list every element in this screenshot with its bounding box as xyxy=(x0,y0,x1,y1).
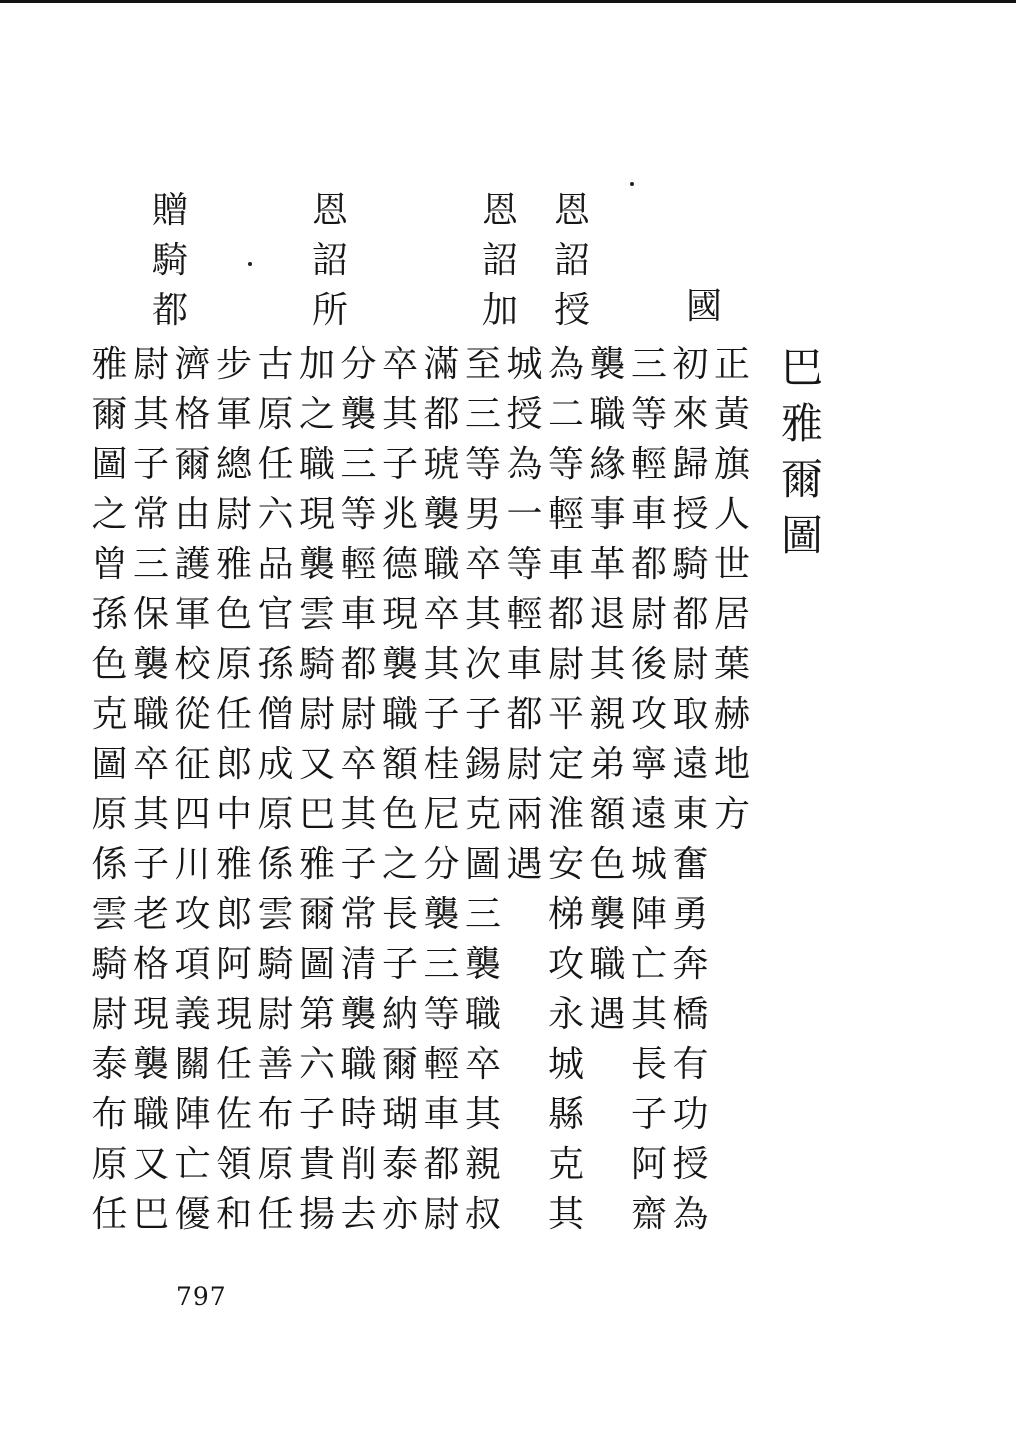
text-char: 功 xyxy=(672,1094,709,1135)
text-char: 車 xyxy=(630,494,667,535)
text-char: 時 xyxy=(340,1094,377,1135)
text-char: 項 xyxy=(174,944,211,985)
text-char: 其 xyxy=(340,794,377,835)
text-char: 襲 xyxy=(589,894,626,935)
text-char: 淮 xyxy=(547,794,584,835)
text-char: 尉 xyxy=(215,494,252,535)
text-char: 退 xyxy=(589,594,626,635)
text-char: 其 xyxy=(381,394,418,435)
text-char: 人 xyxy=(713,494,750,535)
text-char: 尉 xyxy=(257,994,294,1035)
text-char: 尉 xyxy=(630,594,667,635)
text-char: 陣 xyxy=(174,1094,211,1135)
text-char: 至 xyxy=(464,344,501,385)
text-char: 阿 xyxy=(215,944,252,985)
text-char: 地 xyxy=(713,744,750,785)
text-char: 貴 xyxy=(298,1144,335,1185)
text-char: 現 xyxy=(215,994,252,1035)
text-char: 雲 xyxy=(298,594,335,635)
text-char: 色 xyxy=(589,844,626,885)
text-char: 弟 xyxy=(589,744,626,785)
text-char: 第 xyxy=(298,994,335,1035)
text-char: 額 xyxy=(381,744,418,785)
text-char: 卒 xyxy=(464,544,501,585)
text-char: 襲 xyxy=(464,944,501,985)
text-char: 長 xyxy=(381,894,418,935)
text-char: 都 xyxy=(423,1144,460,1185)
text-char: 來 xyxy=(672,394,709,435)
text-char: 六 xyxy=(257,494,294,535)
text-char: 尉 xyxy=(340,694,377,735)
text-char: 卒 xyxy=(423,594,460,635)
text-char: 襲 xyxy=(298,544,335,585)
text-char: 遠 xyxy=(672,744,709,785)
text-char: 其 xyxy=(423,644,460,685)
header-fragment xyxy=(302,186,358,336)
text-char: 都 xyxy=(506,694,543,735)
text-char: 巴 xyxy=(132,1194,169,1235)
text-char: 老 xyxy=(132,894,169,935)
text-char: 雅 xyxy=(91,344,128,385)
text-char: 滿 xyxy=(423,344,460,385)
text-char: 都 xyxy=(340,644,377,685)
text-char: 古 xyxy=(257,344,294,385)
text-char: 之 xyxy=(298,394,335,435)
text-char: 一 xyxy=(506,494,543,535)
text-char: 都 xyxy=(423,394,460,435)
text-char: 雅 xyxy=(215,544,252,585)
text-char: 男 xyxy=(464,494,501,535)
header-char: 贈 xyxy=(151,190,188,231)
text-char: 城 xyxy=(506,344,543,385)
text-char: 任 xyxy=(91,1194,128,1235)
text-char: 子 xyxy=(630,1094,667,1135)
text-char: 曾 xyxy=(91,544,128,585)
text-char: 克 xyxy=(547,1144,584,1185)
text-char: 其 xyxy=(132,394,169,435)
text-char: 職 xyxy=(132,694,169,735)
text-char: 葉 xyxy=(713,644,750,685)
text-char: 阿 xyxy=(630,1144,667,1185)
text-char: 親 xyxy=(589,694,626,735)
text-char: 雲 xyxy=(257,894,294,935)
text-char: 現 xyxy=(132,994,169,1035)
text-char: 兩 xyxy=(506,794,543,835)
text-char: 輕 xyxy=(340,544,377,585)
text-char: 為 xyxy=(547,344,584,385)
text-char: 為 xyxy=(672,1194,709,1235)
text-char: 緣 xyxy=(589,444,626,485)
text-char: 校 xyxy=(174,644,211,685)
text-char: 事 xyxy=(589,494,626,535)
text-char: 任 xyxy=(215,694,252,735)
text-char: 係 xyxy=(91,844,128,885)
text-char: 孫 xyxy=(257,644,294,685)
text-char: 尼 xyxy=(423,794,460,835)
text-char: 子 xyxy=(340,844,377,885)
text-char: 軍 xyxy=(174,594,211,635)
text-char: 去 xyxy=(340,1194,377,1235)
text-char: 克 xyxy=(91,694,128,735)
text-char: 之 xyxy=(91,494,128,535)
header-char: 都 xyxy=(151,290,188,331)
text-char: 常 xyxy=(132,494,169,535)
text-char: 現 xyxy=(381,594,418,635)
text-char: 川 xyxy=(174,844,211,885)
text-char: 旗 xyxy=(713,444,750,485)
text-char: 車 xyxy=(340,594,377,635)
text-char: 親 xyxy=(464,1144,501,1185)
text-char: 卒 xyxy=(340,744,377,785)
text-char: 原 xyxy=(257,1144,294,1185)
text-char: 齋 xyxy=(630,1194,667,1235)
text-char: 錫 xyxy=(464,744,501,785)
text-char: 原 xyxy=(257,794,294,835)
text-char: 四 xyxy=(174,794,211,835)
text-char: 清 xyxy=(340,944,377,985)
text-char: 色 xyxy=(215,594,252,635)
text-char: 中 xyxy=(215,794,252,835)
page-number: 797 xyxy=(176,1282,227,1311)
text-char: 革 xyxy=(589,544,626,585)
text-char: 城 xyxy=(630,844,667,885)
text-char: 亦 xyxy=(381,1194,418,1235)
text-char: 克 xyxy=(464,794,501,835)
text-char: 圖 xyxy=(464,844,501,885)
header-char: 恩 xyxy=(481,190,518,231)
text-char: 襲 xyxy=(132,1044,169,1085)
text-char: 子 xyxy=(132,444,169,485)
speck xyxy=(630,182,634,186)
text-char: 係 xyxy=(257,844,294,885)
text-char: 官 xyxy=(257,594,294,635)
text-char: 總 xyxy=(215,444,252,485)
text-char: 車 xyxy=(506,644,543,685)
header-char: 所 xyxy=(311,290,348,331)
text-char: 現 xyxy=(298,494,335,535)
text-char: 關 xyxy=(174,1044,211,1085)
text-char: 圖 xyxy=(298,944,335,985)
text-char: 兆 xyxy=(381,494,418,535)
text-char: 琥 xyxy=(423,444,460,485)
text-char: 授 xyxy=(506,394,543,435)
text-char: 取 xyxy=(672,694,709,735)
text-char: 歸 xyxy=(672,444,709,485)
text-char: 雅 xyxy=(215,844,252,885)
header-fragment xyxy=(472,186,528,336)
text-char: 子 xyxy=(464,694,501,735)
text-char: 步 xyxy=(215,344,252,385)
text-char: 削 xyxy=(340,1144,377,1185)
text-char: 濟 xyxy=(174,344,211,385)
text-char: 其 xyxy=(630,994,667,1035)
text-char: 都 xyxy=(630,544,667,585)
text-char: 任 xyxy=(215,1044,252,1085)
text-char: 常 xyxy=(340,894,377,935)
text-char: 爾 xyxy=(298,894,335,935)
text-char: 孫 xyxy=(91,594,128,635)
text-char: 騎 xyxy=(91,944,128,985)
text-char: 東 xyxy=(672,794,709,835)
text-char: 職 xyxy=(381,694,418,735)
text-char: 職 xyxy=(132,1094,169,1135)
text-char: 保 xyxy=(132,594,169,635)
text-char: 六 xyxy=(298,1044,335,1085)
text-char: 有 xyxy=(672,1044,709,1085)
text-char: 都 xyxy=(547,594,584,635)
header-fragment xyxy=(676,282,732,332)
text-char: 等 xyxy=(464,444,501,485)
text-char: 騎 xyxy=(298,644,335,685)
text-char: 攻 xyxy=(174,894,211,935)
text-char: 卒 xyxy=(464,1044,501,1085)
text-char: 亡 xyxy=(630,944,667,985)
text-char: 襲 xyxy=(423,894,460,935)
text-char: 職 xyxy=(464,994,501,1035)
text-char: 加 xyxy=(298,344,335,385)
text-char: 縣 xyxy=(547,1094,584,1135)
text-char: 又 xyxy=(132,1144,169,1185)
text-char: 額 xyxy=(589,794,626,835)
text-char: 襲 xyxy=(132,644,169,685)
header-char: 詔 xyxy=(311,240,348,281)
text-char: 僧 xyxy=(257,694,294,735)
text-char: 子 xyxy=(381,944,418,985)
text-char: 後 xyxy=(630,644,667,685)
text-char: 優 xyxy=(174,1194,211,1235)
title-char: 圖 xyxy=(780,511,823,560)
text-char: 善 xyxy=(257,1044,294,1085)
text-char: 色 xyxy=(381,794,418,835)
text-char: 襲 xyxy=(381,644,418,685)
text-char: 三 xyxy=(132,544,169,585)
text-char: 安 xyxy=(547,844,584,885)
text-char: 護 xyxy=(174,544,211,585)
text-char: 三 xyxy=(630,344,667,385)
text-char: 職 xyxy=(340,1044,377,1085)
text-char: 職 xyxy=(423,544,460,585)
text-char: 二 xyxy=(547,394,584,435)
text-char: 泰 xyxy=(381,1144,418,1185)
text-char: 三 xyxy=(464,894,501,935)
text-char: 和 xyxy=(215,1194,252,1235)
document-title xyxy=(772,340,832,564)
text-char: 色 xyxy=(91,644,128,685)
text-char: 子 xyxy=(132,844,169,885)
header-char: 國 xyxy=(685,286,722,327)
text-char: 職 xyxy=(298,444,335,485)
text-char: 城 xyxy=(547,1044,584,1085)
text-char: 子 xyxy=(298,1094,335,1135)
text-char: 職 xyxy=(589,394,626,435)
title-char: 雅 xyxy=(780,399,823,448)
text-char: 襲 xyxy=(340,394,377,435)
text-char: 等 xyxy=(630,394,667,435)
text-char: 泰 xyxy=(91,1044,128,1085)
text-char: 其 xyxy=(464,1094,501,1135)
text-char: 輕 xyxy=(630,444,667,485)
text-char: 騎 xyxy=(672,544,709,585)
text-char: 布 xyxy=(91,1094,128,1135)
text-char: 領 xyxy=(215,1144,252,1185)
text-char: 雲 xyxy=(91,894,128,935)
text-char: 分 xyxy=(423,844,460,885)
text-char: 黃 xyxy=(713,394,750,435)
header-char: 騎 xyxy=(151,240,188,281)
text-char: 等 xyxy=(423,994,460,1035)
header-char: 恩 xyxy=(311,190,348,231)
text-char: 郎 xyxy=(215,894,252,935)
text-char: 攻 xyxy=(630,694,667,735)
text-char: 尉 xyxy=(506,744,543,785)
text-char: 寧 xyxy=(630,744,667,785)
text-char: 正 xyxy=(713,344,750,385)
text-char: 郎 xyxy=(215,744,252,785)
text-char: 襲 xyxy=(423,494,460,535)
text-char: 方 xyxy=(713,794,750,835)
text-char: 三 xyxy=(423,944,460,985)
text-char: 尉 xyxy=(132,344,169,385)
text-char: 永 xyxy=(547,994,584,1035)
text-char: 奮 xyxy=(672,844,709,885)
text-column xyxy=(82,340,138,1240)
text-char: 之 xyxy=(381,844,418,885)
text-char: 任 xyxy=(257,444,294,485)
header-fragment xyxy=(544,186,600,336)
text-char: 成 xyxy=(257,744,294,785)
text-char: 亡 xyxy=(174,1144,211,1185)
text-char: 都 xyxy=(672,594,709,635)
header-char: 授 xyxy=(553,290,590,331)
text-char: 瑚 xyxy=(381,1094,418,1135)
text-char: 納 xyxy=(381,994,418,1035)
text-char: 子 xyxy=(381,444,418,485)
text-char: 格 xyxy=(132,944,169,985)
header-char: 詔 xyxy=(553,240,590,281)
text-char: 從 xyxy=(174,694,211,735)
text-char: 梯 xyxy=(547,894,584,935)
text-char: 原 xyxy=(91,1144,128,1185)
text-char: 世 xyxy=(713,544,750,585)
text-char: 其 xyxy=(547,1194,584,1235)
text-char: 叔 xyxy=(464,1194,501,1235)
text-char: 襲 xyxy=(340,994,377,1035)
text-char: 尉 xyxy=(547,644,584,685)
text-char: 爾 xyxy=(381,1044,418,1085)
text-char: 原 xyxy=(215,644,252,685)
text-char: 遇 xyxy=(506,844,543,885)
text-char: 初 xyxy=(672,344,709,385)
header-fragment xyxy=(142,186,198,336)
text-char: 襲 xyxy=(589,344,626,385)
text-char: 輕 xyxy=(547,494,584,535)
text-char: 赫 xyxy=(713,694,750,735)
text-char: 次 xyxy=(464,644,501,685)
text-char: 品 xyxy=(257,544,294,585)
header-char: 恩 xyxy=(553,190,590,231)
text-char: 攻 xyxy=(547,944,584,985)
header-char: 加 xyxy=(481,290,518,331)
title-char: 巴 xyxy=(780,343,823,392)
text-char: 遠 xyxy=(630,794,667,835)
text-char: 其 xyxy=(132,794,169,835)
text-char: 定 xyxy=(547,744,584,785)
text-char: 尉 xyxy=(672,644,709,685)
text-char: 居 xyxy=(713,594,750,635)
text-char: 桂 xyxy=(423,744,460,785)
text-char: 等 xyxy=(547,444,584,485)
text-char: 雅 xyxy=(298,844,335,885)
text-char: 長 xyxy=(630,1044,667,1085)
text-char: 尉 xyxy=(91,994,128,1035)
text-char: 遇 xyxy=(589,994,626,1035)
text-char: 騎 xyxy=(257,944,294,985)
header-char: 詔 xyxy=(481,240,518,281)
text-char: 原 xyxy=(257,394,294,435)
text-char: 輕 xyxy=(423,1044,460,1085)
text-char: 授 xyxy=(672,494,709,535)
text-char: 陣 xyxy=(630,894,667,935)
text-char: 義 xyxy=(174,994,211,1035)
text-char: 由 xyxy=(174,494,211,535)
text-char: 車 xyxy=(423,1094,460,1135)
text-char: 圖 xyxy=(91,444,128,485)
text-char: 爾 xyxy=(91,394,128,435)
text-char: 卒 xyxy=(132,744,169,785)
text-char: 德 xyxy=(381,544,418,585)
text-char: 子 xyxy=(423,694,460,735)
text-char: 平 xyxy=(547,694,584,735)
text-char: 格 xyxy=(174,394,211,435)
text-char: 任 xyxy=(257,1194,294,1235)
text-char: 又 xyxy=(298,744,335,785)
text-char: 卒 xyxy=(381,344,418,385)
text-char: 軍 xyxy=(215,394,252,435)
text-char: 布 xyxy=(257,1094,294,1135)
text-char: 征 xyxy=(174,744,211,785)
text-char: 等 xyxy=(506,544,543,585)
text-char: 三 xyxy=(464,394,501,435)
text-char: 橋 xyxy=(672,994,709,1035)
text-char: 分 xyxy=(340,344,377,385)
text-char: 職 xyxy=(589,944,626,985)
speck xyxy=(248,262,252,266)
text-char: 尉 xyxy=(298,694,335,735)
text-char: 揚 xyxy=(298,1194,335,1235)
text-char: 車 xyxy=(547,544,584,585)
text-char: 圖 xyxy=(91,744,128,785)
text-char: 等 xyxy=(340,494,377,535)
text-char: 輕 xyxy=(506,594,543,635)
text-char: 原 xyxy=(91,794,128,835)
text-char: 授 xyxy=(672,1144,709,1185)
text-char: 佐 xyxy=(215,1094,252,1135)
text-char: 為 xyxy=(506,444,543,485)
text-char: 勇 xyxy=(672,894,709,935)
text-char: 爾 xyxy=(174,444,211,485)
text-char: 尉 xyxy=(423,1194,460,1235)
text-char: 三 xyxy=(340,444,377,485)
title-char: 爾 xyxy=(780,455,823,504)
text-char: 奔 xyxy=(672,944,709,985)
text-char: 巴 xyxy=(298,794,335,835)
text-char: 其 xyxy=(464,594,501,635)
text-char: 其 xyxy=(589,644,626,685)
